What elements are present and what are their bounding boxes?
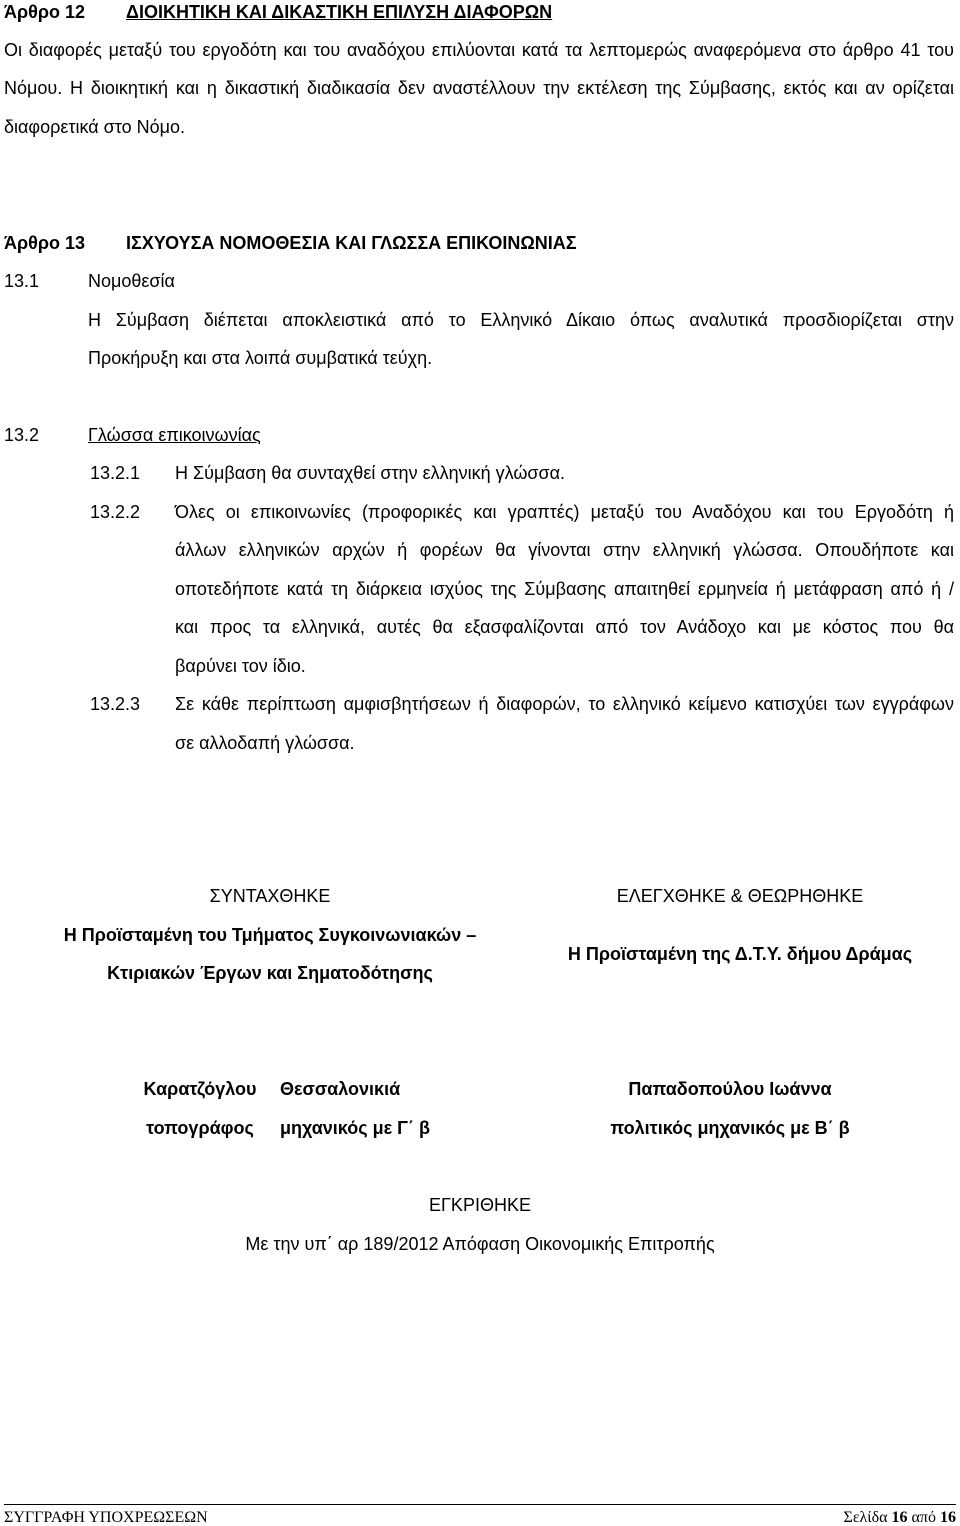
- footer-page: 16: [891, 1509, 908, 1526]
- section-13-1-heading: Νομοθεσία: [88, 271, 175, 291]
- signer-1-role: τοπογράφος: [146, 1118, 254, 1138]
- checked-heading: ΕΛΕΓΧΘΗΚΕ & ΘΕΩΡΗΘΗΚΕ: [616, 886, 864, 906]
- para-13-2-2-line-2: άλλων ελληνικών αρχών ή φορέων θα γίνονται στην ελληνική γλώσσα. Οπουδήποτε και: [175, 540, 954, 560]
- footer-total: 16: [940, 1509, 956, 1526]
- approved-line: Με την υπ΄ αρ 189/2012 Απόφαση Οικονομικής Επιτροπής: [245, 1234, 715, 1254]
- para-13-2-2-number: 13.2.2: [90, 502, 141, 522]
- para-13-2-3-line-1: Σε κάθε περίπτωση αμφισβητήσεων ή διαφορών, το ελληνικό κείμενο κατισχύει των εγγράφων: [175, 694, 954, 714]
- signer-1-name: Καρατζόγλου: [143, 1079, 257, 1099]
- approved-heading: ΕΓΚΡΙΘΗΚΕ: [429, 1195, 531, 1215]
- para-13-2-1-number: 13.2.1: [90, 463, 141, 483]
- article-12-line-2: Νόμου. Η διοικητική και η δικαστική διαδικασία δεν αναστέλλουν την εκτέλεση της Σύμβασης, εκτός και αν ορίζεται: [4, 78, 954, 98]
- para-13-2-2-line-1: Όλες οι επικοινωνίες (προφορικές και γραπτές) μεταξύ του Αναδόχου και του Εργοδότη ή: [175, 502, 954, 522]
- section-13-2-number: 13.2: [4, 425, 40, 445]
- signer-3-role: πολιτικός μηχανικός με Β΄ β: [610, 1118, 850, 1138]
- para-13-2-3-number: 13.2.3: [90, 694, 141, 714]
- section-13-1-line-1: Η Σύμβαση διέπεται αποκλειστικά από το Ελληνικό Δίκαιο όπως αναλυτικά προσδιορίζεται στην: [88, 310, 954, 330]
- compiled-line-2: Κτιριακών Έργων και Σηματοδότησης: [107, 963, 433, 983]
- compiled-line-1: Η Προϊσταμένη του Τμήματος Συγκοινωνιακών –: [63, 925, 477, 945]
- footer-of: από: [911, 1509, 936, 1526]
- article-12-label: Άρθρο 12: [4, 2, 86, 22]
- section-13-1-number: 13.1: [4, 271, 40, 291]
- para-13-2-2-line-5: βαρύνει τον ίδιο.: [175, 656, 306, 676]
- article-13-label: Άρθρο 13: [4, 233, 86, 253]
- article-12-title: ΔΙΟΙΚΗΤΙΚΗ ΚΑΙ ΔΙΚΑΣΤΙΚΗ ΕΠΙΛΥΣΗ ΔΙΑΦΟΡΩΝ: [126, 2, 553, 22]
- para-13-2-3-line-2: σε αλλοδαπή γλώσσα.: [175, 733, 355, 753]
- article-12-line-1: Οι διαφορές μεταξύ του εργοδότη και του αναδόχου επιλύονται κατά τα λεπτομερώς αναφερόμενα στο άρθρο 41 του: [4, 40, 954, 60]
- article-12-line-3: διαφορετικά στο Νόμο.: [4, 117, 186, 137]
- section-13-1-line-2: Προκήρυξη και στα λοιπά συμβατικά τεύχη.: [88, 348, 433, 368]
- footer-page-number: [844, 1510, 956, 1526]
- signer-3-name: Παπαδοπούλου Ιωάννα: [628, 1079, 832, 1099]
- para-13-2-2-line-3: οποτεδήποτε κατά τη διάρκεια ισχύος της Σύμβασης απαιτηθεί ερμηνεία ή μετάφραση από ή /: [175, 579, 954, 599]
- footer-left: ΣΥΓΓΡΑΦΗ ΥΠΟΧΡΕΩΣΕΩΝ: [4, 1509, 208, 1526]
- section-13-2-heading: Γλώσσα επικοινωνίας: [88, 425, 261, 445]
- footer-page-prefix: Σελίδα: [843, 1509, 888, 1526]
- signer-2-role: μηχανικός με Γ΄ β: [280, 1118, 430, 1138]
- para-13-2-2-line-4: και προς τα ελληνικά, αυτές θα εξασφαλίζονται από τον Ανάδοχο και με κόστος που θα: [175, 617, 954, 637]
- compiled-heading: ΣΥΝΤΑΧΘΗΚΕ: [209, 886, 331, 906]
- checked-line-1: Η Προϊσταμένη της Δ.Τ.Υ. δήμου Δράμας: [567, 944, 913, 964]
- footer-rule: [4, 1504, 956, 1505]
- article-13-title: ΙΣΧΥΟΥΣΑ ΝΟΜΟΘΕΣΙΑ ΚΑΙ ΓΛΩΣΣΑ ΕΠΙΚΟΙΝΩΝΙΑΣ: [126, 233, 577, 253]
- signer-2-name: Θεσσαλονικιά: [280, 1079, 401, 1099]
- para-13-2-1-line-1: Η Σύμβαση θα συνταχθεί στην ελληνική γλώσσα.: [175, 463, 566, 483]
